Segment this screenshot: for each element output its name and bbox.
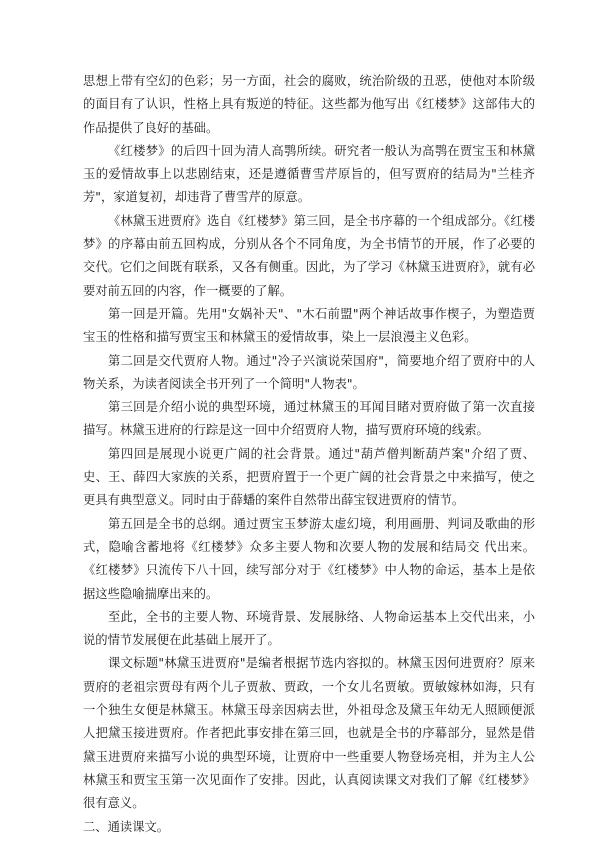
body-paragraph-9: 至此，全书的主要人物、环境背景、发展脉络、人物命运基本上交代出来，小说的情节发展便在此基础上展开了。	[83, 609, 535, 648]
body-paragraph-3: 《林黛玉进贾府》选自《红楼梦》第三回，是全书序幕的一个组成部分。《红楼梦》的序幕由前五回构成，分别从各个不同角度，为全书情节的开展，作了必要的交代。它们之间既有联系，又各有侧重。因此，为了学习《林黛玉进贾府》，就有必要对前五回的内容，作一概要的了解。	[83, 213, 535, 298]
body-paragraph-7: 第四回是展现小说更广阔的社会背景。通过"葫芦僧判断葫芦案"介绍了贾、史、王、薛四大家族的关系，把贾府置于一个更广阔的社会背景之中来描写，使之更具有典型意义。同时由于薛蟠的案件自然带出薛宝钗进贾府的情节。	[83, 446, 535, 508]
body-paragraph-1: 思想上带有空幻的色彩；另一方面，社会的腐败，统治阶级的丑恶，使他对本阶级的面目有了认识，性格上具有叛逆的特征。这些都为他写出《红楼梦》这部伟大的作品提供了良好的基础。	[83, 74, 535, 135]
body-paragraph-5: 第二回是交代贾府人物。通过"冷子兴演说荣国府"，简要地介绍了贾府中的人物关系，为读者阅读全书开列了一个简明"人物表"。	[83, 353, 535, 391]
body-paragraph-10: 课文标题"林黛玉进贾府"是编者根据节选内容拟的。林黛玉因何进贾府？原来贾府的老祖宗贾母有两个儿子贾赦、贾政，一个女儿名贾敏。贾敏嫁林如海，只有一个独生女便是林黛玉。林黛玉母亲因病去世，外祖母念及黛玉年幼无人照顾便派人把黛玉接进贾府。作者把此事安排在第三回，也就是全书的序幕部分，显然是借黛玉进贾府来描写小说的典型环境，让贾府中一些重要人物登场亮相，并为主人公林黛玉和贾宝玉第一次见面作了安排。因此，认真阅读课文对我们了解《红楼梦》很有意义。	[83, 656, 535, 811]
body-paragraph-4: 第一回是开篇。先用"女娲补天"、"木石前盟"两个神话故事作楔子，为塑造贾宝玉的性格和描写贾宝玉和林黛玉的爱情故事，染上一层浪漫主义色彩。	[83, 306, 535, 345]
body-paragraph-8: 第五回是全书的总纲。通过贾宝玉梦游太虚幻境，利用画册、判词及歌曲的形式，隐喻含蓄地将《红楼梦》众多主要人物和次要人物的发展和结局交 代出来。《红楼梦》只流传下八十回，续写部分对于《红楼梦》中人物的命运，基本上是依据这些隐喻揣摩出来的。	[83, 516, 535, 601]
section-heading: 二、通读课文。	[83, 819, 170, 834]
body-paragraph-2: 《红楼梦》的后四十回为清人高鹗所续。研究者一般认为高鹗在贾宝玉和林黛玉的爱情故事上以悲剧结束，还是遵循曹雪芹原旨的，但写贾府的结局为"兰桂齐芳"，家道复初，却违背了曹雪芹的原意。	[83, 143, 535, 205]
body-paragraph-6: 第三回是介绍小说的典型环境，通过林黛玉的耳闻目睹对贾府做了第一次直接描写。林黛玉进府的行踪是这一回中介绍贾府人物，描写贾府环境的线索。	[83, 400, 535, 438]
